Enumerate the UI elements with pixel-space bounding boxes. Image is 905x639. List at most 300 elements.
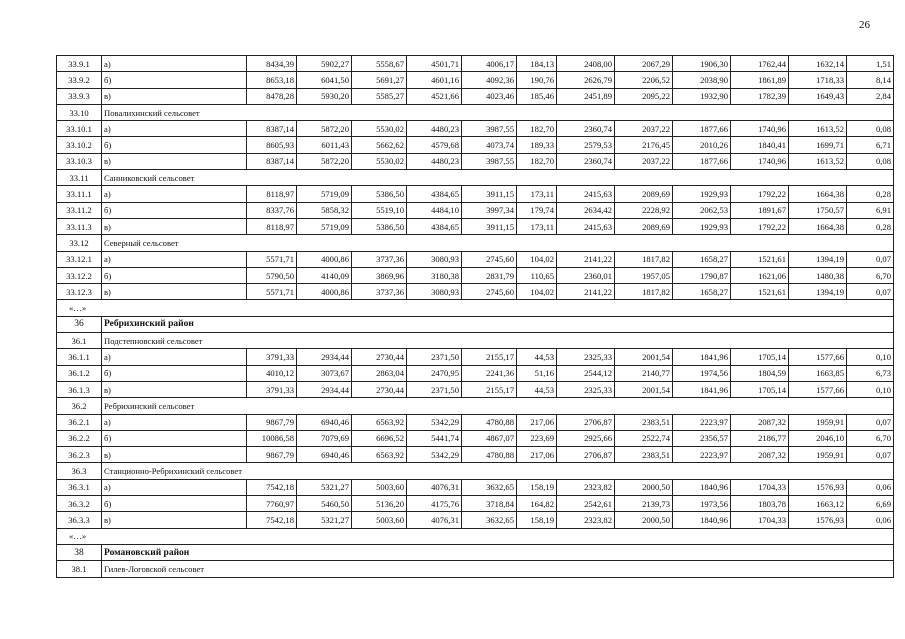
value-cell: 4484,10 <box>407 202 462 218</box>
value-cell: 1663,12 <box>789 496 847 512</box>
row-variant-label: а) <box>102 349 247 365</box>
value-cell: 5571,71 <box>247 284 297 300</box>
value-cell: 0,07 <box>847 447 894 463</box>
value-cell: 1613,52 <box>789 153 847 169</box>
value-cell: 7542,18 <box>247 479 297 495</box>
row-variant-label: б) <box>102 72 247 88</box>
settlement-title: Северный сельсовет <box>102 235 894 251</box>
value-cell: 1906,30 <box>673 56 731 72</box>
row-code: 36.3.1 <box>57 479 102 495</box>
value-cell: 5719,09 <box>297 218 352 234</box>
value-cell: 44,53 <box>517 349 557 365</box>
row-variant-label: а) <box>102 121 247 137</box>
table-row <box>57 479 894 495</box>
row-code: 33.12 <box>57 235 102 251</box>
value-cell: 1658,27 <box>673 251 731 267</box>
value-cell: 7542,18 <box>247 512 297 528</box>
value-cell: 6,70 <box>847 267 894 283</box>
value-cell: 158,19 <box>517 479 557 495</box>
value-cell: 1840,96 <box>673 512 731 528</box>
value-cell: 2360,01 <box>557 267 615 283</box>
value-cell: 182,70 <box>517 153 557 169</box>
value-cell: 2863,04 <box>352 365 407 381</box>
value-cell: 1521,61 <box>731 284 789 300</box>
value-cell: 1699,71 <box>789 137 847 153</box>
value-cell: 5585,27 <box>352 88 407 104</box>
value-cell: 3632,65 <box>462 512 517 528</box>
row-variant-label: б) <box>102 137 247 153</box>
omission-row <box>57 528 894 544</box>
row-code: 33.9.1 <box>57 56 102 72</box>
row-code: 36.1.2 <box>57 365 102 381</box>
table-row <box>57 186 894 202</box>
value-cell: 5790,50 <box>247 267 297 283</box>
row-variant-label: б) <box>102 496 247 512</box>
value-cell: 1658,27 <box>673 284 731 300</box>
value-cell: 2934,44 <box>297 381 352 397</box>
value-cell: 3080,93 <box>407 284 462 300</box>
value-cell: 4140,09 <box>297 267 352 283</box>
value-cell: 4521,66 <box>407 88 462 104</box>
value-cell: 2140,77 <box>615 365 673 381</box>
value-cell: 2831,79 <box>462 267 517 283</box>
row-code: 36.3.3 <box>57 512 102 528</box>
value-cell: 217,06 <box>517 447 557 463</box>
value-cell: 2087,32 <box>731 414 789 430</box>
value-cell: 158,19 <box>517 512 557 528</box>
value-cell: 2001,54 <box>615 349 673 365</box>
value-cell: 1973,56 <box>673 496 731 512</box>
table-row <box>57 121 894 137</box>
value-cell: 5386,50 <box>352 218 407 234</box>
value-cell: 2934,44 <box>297 349 352 365</box>
value-cell: 3911,15 <box>462 218 517 234</box>
settlement-title: Санниковский сельсовет <box>102 170 894 186</box>
table-row <box>57 414 894 430</box>
value-cell: 2228,92 <box>615 202 673 218</box>
value-cell: 173,11 <box>517 186 557 202</box>
table-row <box>57 153 894 169</box>
value-cell: 1664,38 <box>789 218 847 234</box>
value-cell: 1750,57 <box>789 202 847 218</box>
value-cell: 4023,46 <box>462 88 517 104</box>
value-cell: 1792,22 <box>731 218 789 234</box>
value-cell: 6696,52 <box>352 430 407 446</box>
value-cell: 0,28 <box>847 218 894 234</box>
table-row <box>57 365 894 381</box>
value-cell: 2626,79 <box>557 72 615 88</box>
value-cell: 5342,29 <box>407 414 462 430</box>
table-row <box>57 284 894 300</box>
value-cell: 3073,67 <box>297 365 352 381</box>
value-cell: 1974,56 <box>673 365 731 381</box>
value-cell: 3737,36 <box>352 284 407 300</box>
settlement-title: Станционно-Ребрихинский сельсовет <box>102 463 894 479</box>
value-cell: 1613,52 <box>789 121 847 137</box>
value-cell: 5719,09 <box>297 186 352 202</box>
value-cell: 2223,97 <box>673 414 731 430</box>
row-variant-label: а) <box>102 56 247 72</box>
value-cell: 5902,27 <box>297 56 352 72</box>
value-cell: 3180,38 <box>407 267 462 283</box>
table-body <box>57 56 894 578</box>
value-cell: 8118,97 <box>247 186 297 202</box>
value-cell: 1577,66 <box>789 381 847 397</box>
row-variant-label: в) <box>102 153 247 169</box>
value-cell: 2095,22 <box>615 88 673 104</box>
value-cell: 0,08 <box>847 153 894 169</box>
value-cell: 5858,32 <box>297 202 352 218</box>
row-code: 33.10.2 <box>57 137 102 153</box>
value-cell: 2544,12 <box>557 365 615 381</box>
value-cell: 1577,66 <box>789 349 847 365</box>
value-cell: 1663,85 <box>789 365 847 381</box>
value-cell: 4501,71 <box>407 56 462 72</box>
value-cell: 5136,20 <box>352 496 407 512</box>
value-cell: 4480,23 <box>407 121 462 137</box>
value-cell: 8,14 <box>847 72 894 88</box>
value-cell: 1762,44 <box>731 56 789 72</box>
value-cell: 1792,22 <box>731 186 789 202</box>
value-cell: 2360,74 <box>557 153 615 169</box>
value-cell: 3791,33 <box>247 381 297 397</box>
value-cell: 5872,20 <box>297 153 352 169</box>
value-cell: 8653,18 <box>247 72 297 88</box>
settlement-title: Подстепновский сельсовет <box>102 333 894 349</box>
settlement-row <box>57 104 894 120</box>
value-cell: 1790,87 <box>673 267 731 283</box>
row-code: 36.2.1 <box>57 414 102 430</box>
value-cell: 4010,12 <box>247 365 297 381</box>
row-code: 36.2.2 <box>57 430 102 446</box>
value-cell: 2046,10 <box>789 430 847 446</box>
value-cell: 182,70 <box>517 121 557 137</box>
value-cell: 5386,50 <box>352 186 407 202</box>
value-cell: 2000,50 <box>615 512 673 528</box>
value-cell: 2415,63 <box>557 186 615 202</box>
value-cell: 1817,82 <box>615 251 673 267</box>
row-variant-label: а) <box>102 251 247 267</box>
row-code: 33.11.2 <box>57 202 102 218</box>
value-cell: 8118,97 <box>247 218 297 234</box>
row-variant-label: в) <box>102 88 247 104</box>
settlement-row <box>57 235 894 251</box>
value-cell: 190,76 <box>517 72 557 88</box>
value-cell: 2383,51 <box>615 414 673 430</box>
value-cell: 1521,61 <box>731 251 789 267</box>
row-code: 36.1.3 <box>57 381 102 397</box>
value-cell: 1840,41 <box>731 137 789 153</box>
value-cell: 6,91 <box>847 202 894 218</box>
value-cell: 2415,63 <box>557 218 615 234</box>
value-cell: 1704,33 <box>731 479 789 495</box>
value-cell: 8605,93 <box>247 137 297 153</box>
row-variant-label: б) <box>102 365 247 381</box>
value-cell: 3987,55 <box>462 121 517 137</box>
value-cell: 6,71 <box>847 137 894 153</box>
value-cell: 2470,95 <box>407 365 462 381</box>
value-cell: 1394,19 <box>789 284 847 300</box>
value-cell: 2371,50 <box>407 381 462 397</box>
value-cell: 2038,90 <box>673 72 731 88</box>
value-cell: 6011,43 <box>297 137 352 153</box>
value-cell: 44,53 <box>517 381 557 397</box>
value-cell: 4000,86 <box>297 284 352 300</box>
value-cell: 1576,93 <box>789 512 847 528</box>
district-row <box>57 316 894 332</box>
value-cell: 6940,46 <box>297 414 352 430</box>
value-cell: 5530,02 <box>352 121 407 137</box>
row-code: 33.11.3 <box>57 218 102 234</box>
settlement-title: Гилев-Логовской сельсовет <box>102 561 894 577</box>
value-cell: 2925,66 <box>557 430 615 446</box>
value-cell: 2745,60 <box>462 251 517 267</box>
value-cell: 5342,29 <box>407 447 462 463</box>
value-cell: 2451,89 <box>557 88 615 104</box>
row-code: 33.12.2 <box>57 267 102 283</box>
value-cell: 1649,43 <box>789 88 847 104</box>
value-cell: 1817,82 <box>615 284 673 300</box>
value-cell: 2155,17 <box>462 349 517 365</box>
table-row <box>57 202 894 218</box>
row-variant-label: в) <box>102 218 247 234</box>
value-cell: 3997,34 <box>462 202 517 218</box>
value-cell: 0,10 <box>847 381 894 397</box>
value-cell: 2,84 <box>847 88 894 104</box>
value-cell: 1959,91 <box>789 414 847 430</box>
value-cell: 1957,05 <box>615 267 673 283</box>
row-code: 33.9.3 <box>57 88 102 104</box>
row-code: 36.3.2 <box>57 496 102 512</box>
value-cell: 4076,31 <box>407 479 462 495</box>
value-cell: 0,07 <box>847 251 894 267</box>
value-cell: 5519,10 <box>352 202 407 218</box>
value-cell: 1718,33 <box>789 72 847 88</box>
value-cell: 8337,76 <box>247 202 297 218</box>
table-row <box>57 72 894 88</box>
row-variant-label: б) <box>102 267 247 283</box>
value-cell: 3080,93 <box>407 251 462 267</box>
settlement-row <box>57 333 894 349</box>
value-cell: 2323,82 <box>557 479 615 495</box>
value-cell: 1,51 <box>847 56 894 72</box>
row-variant-label: в) <box>102 447 247 463</box>
page-number: 26 <box>859 19 870 31</box>
value-cell: 5571,71 <box>247 251 297 267</box>
value-cell: 2408,00 <box>557 56 615 72</box>
value-cell: 4780,88 <box>462 414 517 430</box>
settlement-row <box>57 561 894 577</box>
value-cell: 2037,22 <box>615 121 673 137</box>
value-cell: 3987,55 <box>462 153 517 169</box>
value-cell: 1632,14 <box>789 56 847 72</box>
table-row <box>57 267 894 283</box>
value-cell: 2730,44 <box>352 381 407 397</box>
value-cell: 2325,33 <box>557 381 615 397</box>
value-cell: 2323,82 <box>557 512 615 528</box>
row-code: 36.2.3 <box>57 447 102 463</box>
value-cell: 5460,50 <box>297 496 352 512</box>
row-code: 36 <box>57 316 102 332</box>
value-cell: 104,02 <box>517 284 557 300</box>
value-cell: 6563,92 <box>352 414 407 430</box>
value-cell: 5441,74 <box>407 430 462 446</box>
row-code: 33.12.1 <box>57 251 102 267</box>
value-cell: 104,02 <box>517 251 557 267</box>
value-cell: 8434,39 <box>247 56 297 72</box>
value-cell: 1576,93 <box>789 479 847 495</box>
row-code: 33.9.2 <box>57 72 102 88</box>
value-cell: 5003,60 <box>352 512 407 528</box>
value-cell: 7760,97 <box>247 496 297 512</box>
value-cell: 2383,51 <box>615 447 673 463</box>
value-cell: 5872,20 <box>297 121 352 137</box>
value-cell: 4076,31 <box>407 512 462 528</box>
value-cell: 1782,39 <box>731 88 789 104</box>
omission-mark: «…» <box>57 528 894 544</box>
value-cell: 2010,26 <box>673 137 731 153</box>
table-row <box>57 430 894 446</box>
row-code: 36.1 <box>57 333 102 349</box>
settlement-title: Ребрихинский сельсовет <box>102 398 894 414</box>
value-cell: 3632,65 <box>462 479 517 495</box>
value-cell: 2037,22 <box>615 153 673 169</box>
row-variant-label: а) <box>102 479 247 495</box>
value-cell: 2522,74 <box>615 430 673 446</box>
value-cell: 10086,58 <box>247 430 297 446</box>
row-variant-label: а) <box>102 186 247 202</box>
value-cell: 4384,65 <box>407 218 462 234</box>
row-variant-label: в) <box>102 512 247 528</box>
value-cell: 223,69 <box>517 430 557 446</box>
value-cell: 2186,77 <box>731 430 789 446</box>
row-code: 36.1.1 <box>57 349 102 365</box>
value-cell: 1804,59 <box>731 365 789 381</box>
value-cell: 1841,96 <box>673 381 731 397</box>
value-cell: 8478,28 <box>247 88 297 104</box>
value-cell: 8387,14 <box>247 153 297 169</box>
value-cell: 4780,88 <box>462 447 517 463</box>
value-cell: 2706,87 <box>557 447 615 463</box>
value-cell: 9867,79 <box>247 414 297 430</box>
value-cell: 184,13 <box>517 56 557 72</box>
value-cell: 2356,57 <box>673 430 731 446</box>
value-cell: 6563,92 <box>352 447 407 463</box>
value-cell: 5321,27 <box>297 512 352 528</box>
value-cell: 4601,16 <box>407 72 462 88</box>
value-cell: 1959,91 <box>789 447 847 463</box>
row-code: 33.10.3 <box>57 153 102 169</box>
value-cell: 173,11 <box>517 218 557 234</box>
value-cell: 2542,61 <box>557 496 615 512</box>
table-row <box>57 512 894 528</box>
value-cell: 2371,50 <box>407 349 462 365</box>
value-cell: 1664,38 <box>789 186 847 202</box>
value-cell: 2089,69 <box>615 218 673 234</box>
value-cell: 1877,66 <box>673 121 731 137</box>
value-cell: 9867,79 <box>247 447 297 463</box>
value-cell: 1803,78 <box>731 496 789 512</box>
value-cell: 4006,17 <box>462 56 517 72</box>
omission-row <box>57 300 894 316</box>
value-cell: 1621,06 <box>731 267 789 283</box>
value-cell: 51,16 <box>517 365 557 381</box>
settlement-row <box>57 170 894 186</box>
value-cell: 4092,36 <box>462 72 517 88</box>
value-cell: 1929,93 <box>673 218 731 234</box>
row-variant-label: б) <box>102 202 247 218</box>
value-cell: 1705,14 <box>731 381 789 397</box>
value-cell: 1932,90 <box>673 88 731 104</box>
row-variant-label: а) <box>102 414 247 430</box>
value-cell: 7079,69 <box>297 430 352 446</box>
value-cell: 4579,68 <box>407 137 462 153</box>
district-row <box>57 544 894 560</box>
value-cell: 2062,53 <box>673 202 731 218</box>
value-cell: 2176,45 <box>615 137 673 153</box>
table-row <box>57 88 894 104</box>
value-cell: 2745,60 <box>462 284 517 300</box>
district-title: Ребрихинский район <box>102 316 894 332</box>
value-cell: 6,70 <box>847 430 894 446</box>
value-cell: 6041,50 <box>297 72 352 88</box>
row-code: 33.10.1 <box>57 121 102 137</box>
row-code: 33.12.3 <box>57 284 102 300</box>
district-title: Романовский район <box>102 544 894 560</box>
value-cell: 4000,86 <box>297 251 352 267</box>
value-cell: 8387,14 <box>247 121 297 137</box>
value-cell: 4480,23 <box>407 153 462 169</box>
value-cell: 1877,66 <box>673 153 731 169</box>
value-cell: 1704,33 <box>731 512 789 528</box>
value-cell: 1929,93 <box>673 186 731 202</box>
value-cell: 5321,27 <box>297 479 352 495</box>
row-code: 38 <box>57 544 102 560</box>
table-row <box>57 137 894 153</box>
value-cell: 4175,76 <box>407 496 462 512</box>
row-code: 38.1 <box>57 561 102 577</box>
value-cell: 1740,96 <box>731 153 789 169</box>
table-row <box>57 447 894 463</box>
value-cell: 6940,46 <box>297 447 352 463</box>
row-code: 33.11 <box>57 170 102 186</box>
value-cell: 5530,02 <box>352 153 407 169</box>
value-cell: 1841,96 <box>673 349 731 365</box>
value-cell: 1861,89 <box>731 72 789 88</box>
value-cell: 1394,19 <box>789 251 847 267</box>
value-cell: 2706,87 <box>557 414 615 430</box>
table-row <box>57 496 894 512</box>
value-cell: 179,74 <box>517 202 557 218</box>
settlement-title: Повалихинский сельсовет <box>102 104 894 120</box>
value-cell: 217,06 <box>517 414 557 430</box>
value-cell: 2139,73 <box>615 496 673 512</box>
value-cell: 4867,07 <box>462 430 517 446</box>
row-variant-label: в) <box>102 381 247 397</box>
tariff-table <box>56 55 894 578</box>
value-cell: 0,07 <box>847 414 894 430</box>
value-cell: 185,46 <box>517 88 557 104</box>
value-cell: 4073,74 <box>462 137 517 153</box>
value-cell: 2325,33 <box>557 349 615 365</box>
value-cell: 5662,62 <box>352 137 407 153</box>
value-cell: 5558,67 <box>352 56 407 72</box>
row-variant-label: в) <box>102 284 247 300</box>
value-cell: 0,07 <box>847 284 894 300</box>
value-cell: 2730,44 <box>352 349 407 365</box>
value-cell: 2634,42 <box>557 202 615 218</box>
row-code: 33.11.1 <box>57 186 102 202</box>
